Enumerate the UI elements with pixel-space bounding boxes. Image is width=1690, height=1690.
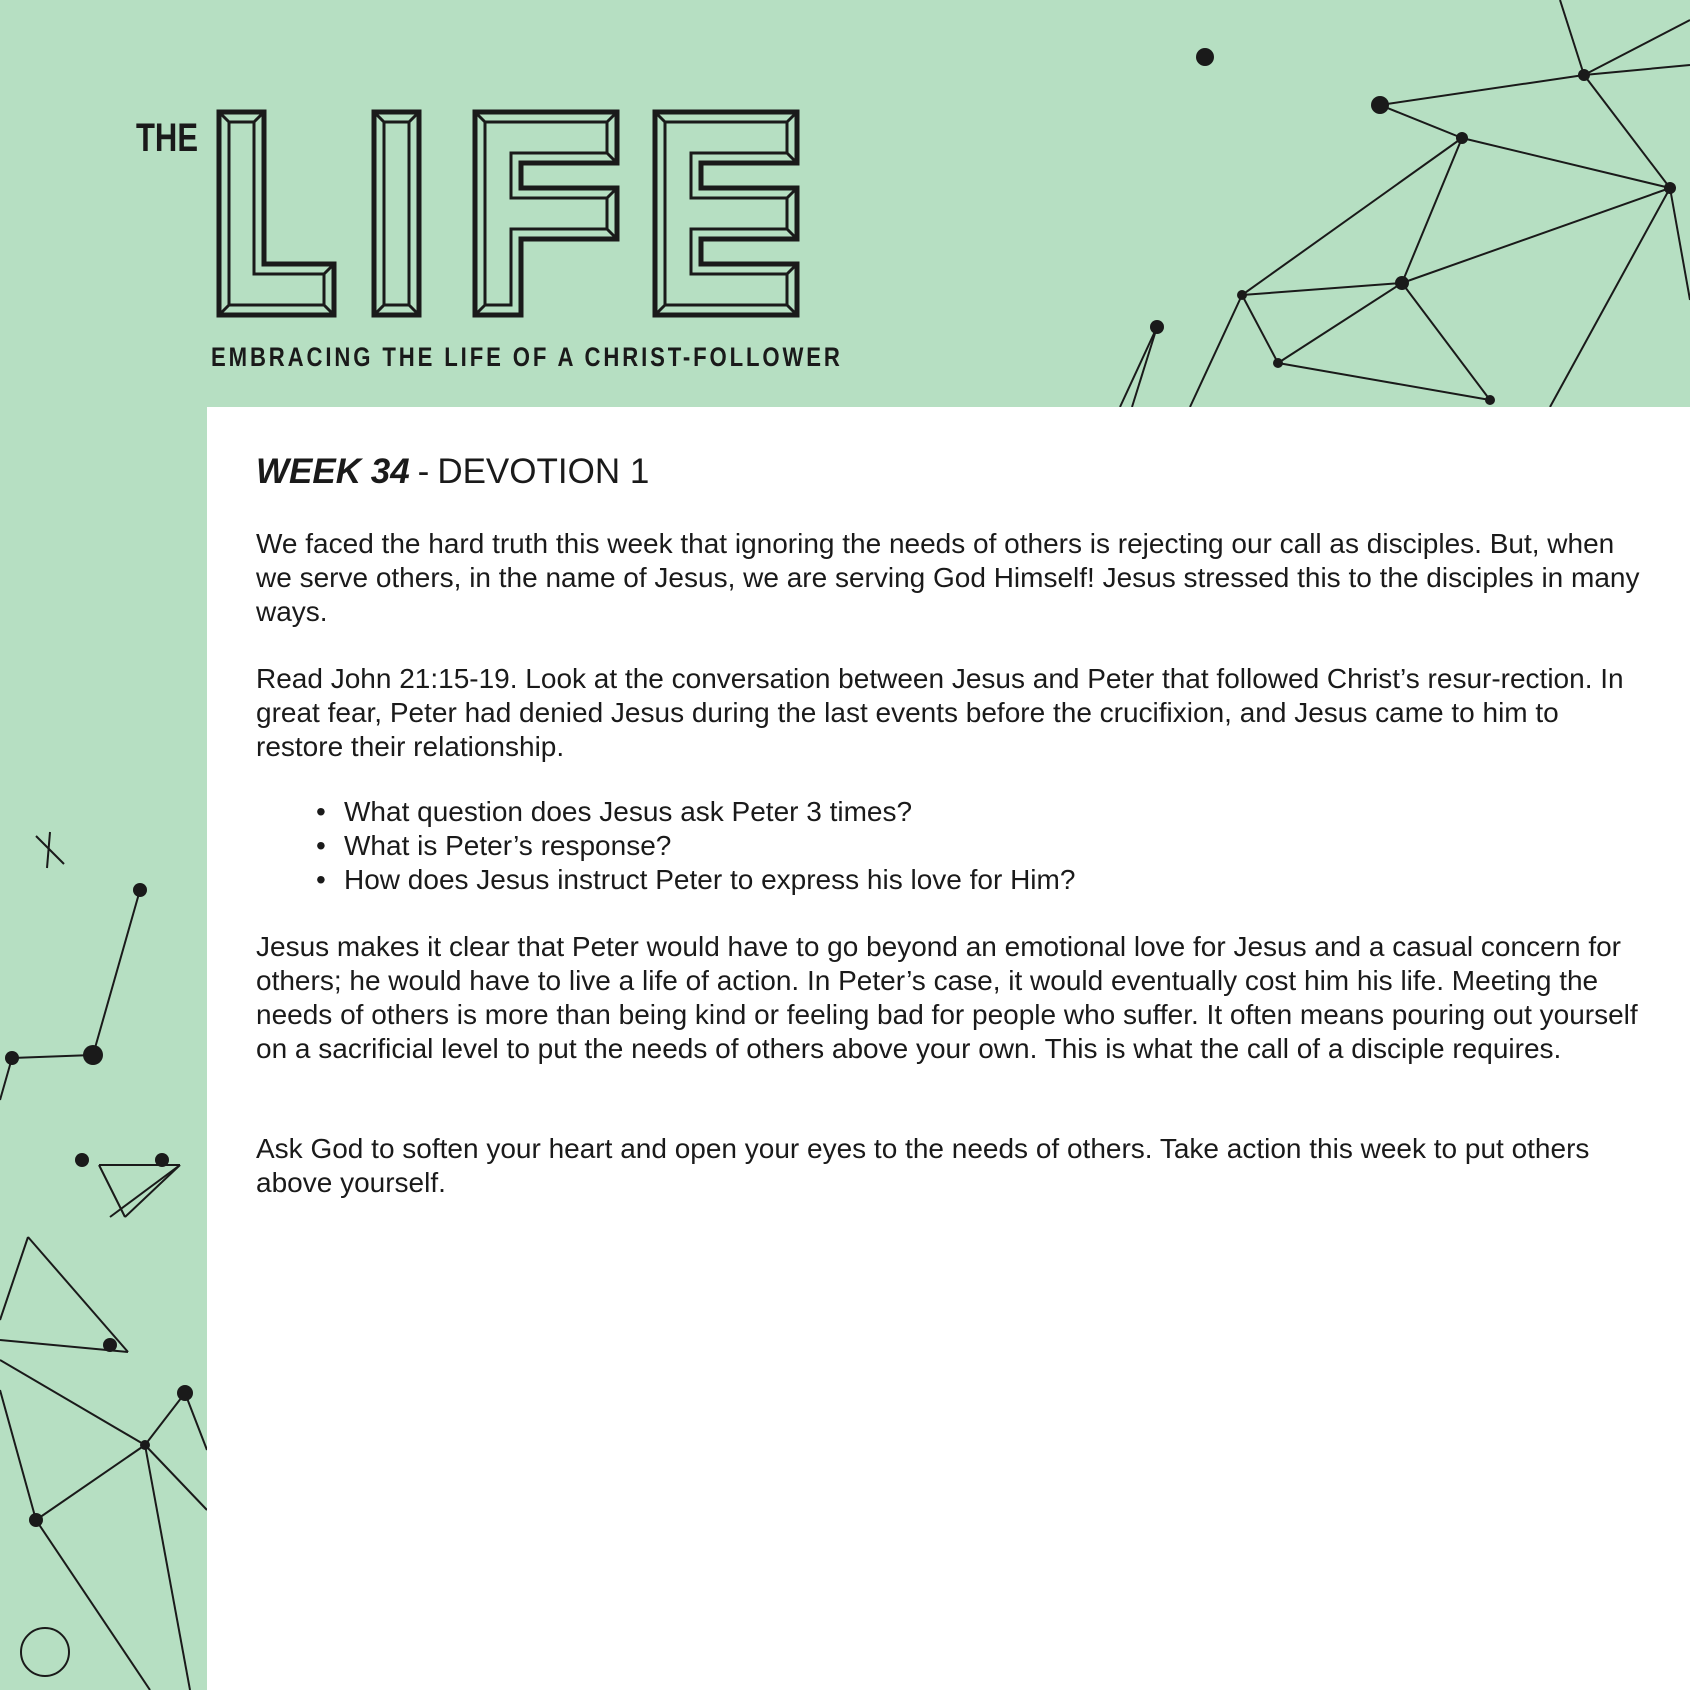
paragraph-application: Ask God to soften your heart and open your eyes to the needs of others. Take action this week to put others above yourself. — [256, 1133, 1590, 1198]
list-item: • How does Jesus instruct Peter to express his love for Him? — [316, 863, 1075, 897]
paragraph-reflection: Jesus makes it clear that Peter would have to go beyond an emotional love for Jesus and a casual concern for others; he would have to live a life of action. In Peter’s case, it would eventually cost him his life. Meeting the needs of others is more than being kind or feeling bad for people who suffer. It often means pouring out yourself on a sacrificial level to put the needs of others above your own. This is what the call of a disciple requires. — [256, 931, 1638, 1064]
paragraph-scripture: Read John 21:15-19. Look at the conversation between Jesus and Peter that followed Christ’s resur-rection. In great fear, Peter had denied Jesus during the last events before the crucifixion, and Jesus came to him to restore their relationship. — [256, 663, 1624, 762]
tagline: EMBRACING THE LIFE OF A CHRIST-FOLLOWER — [211, 342, 843, 372]
life-logo — [0, 0, 900, 330]
question-list — [316, 795, 1075, 897]
list-item: • What is Peter’s response? — [316, 829, 1075, 863]
list-item: • What question does Jesus ask Peter 3 times? — [316, 795, 1075, 829]
heading-separator: - — [417, 452, 430, 491]
logo-prefix: THE — [136, 116, 198, 160]
devotion-heading — [256, 452, 649, 492]
paragraph-intro: We faced the hard truth this week that ignoring the needs of others is rejecting our call as disciples. But, when we serve others, in the name of Jesus, we are serving God Himself! Jesus stressed this to the disciples in many ways. — [256, 528, 1640, 627]
week-label: WEEK 34 — [256, 452, 410, 491]
devotion-label: DEVOTION 1 — [437, 452, 650, 491]
logo-word — [219, 112, 797, 315]
